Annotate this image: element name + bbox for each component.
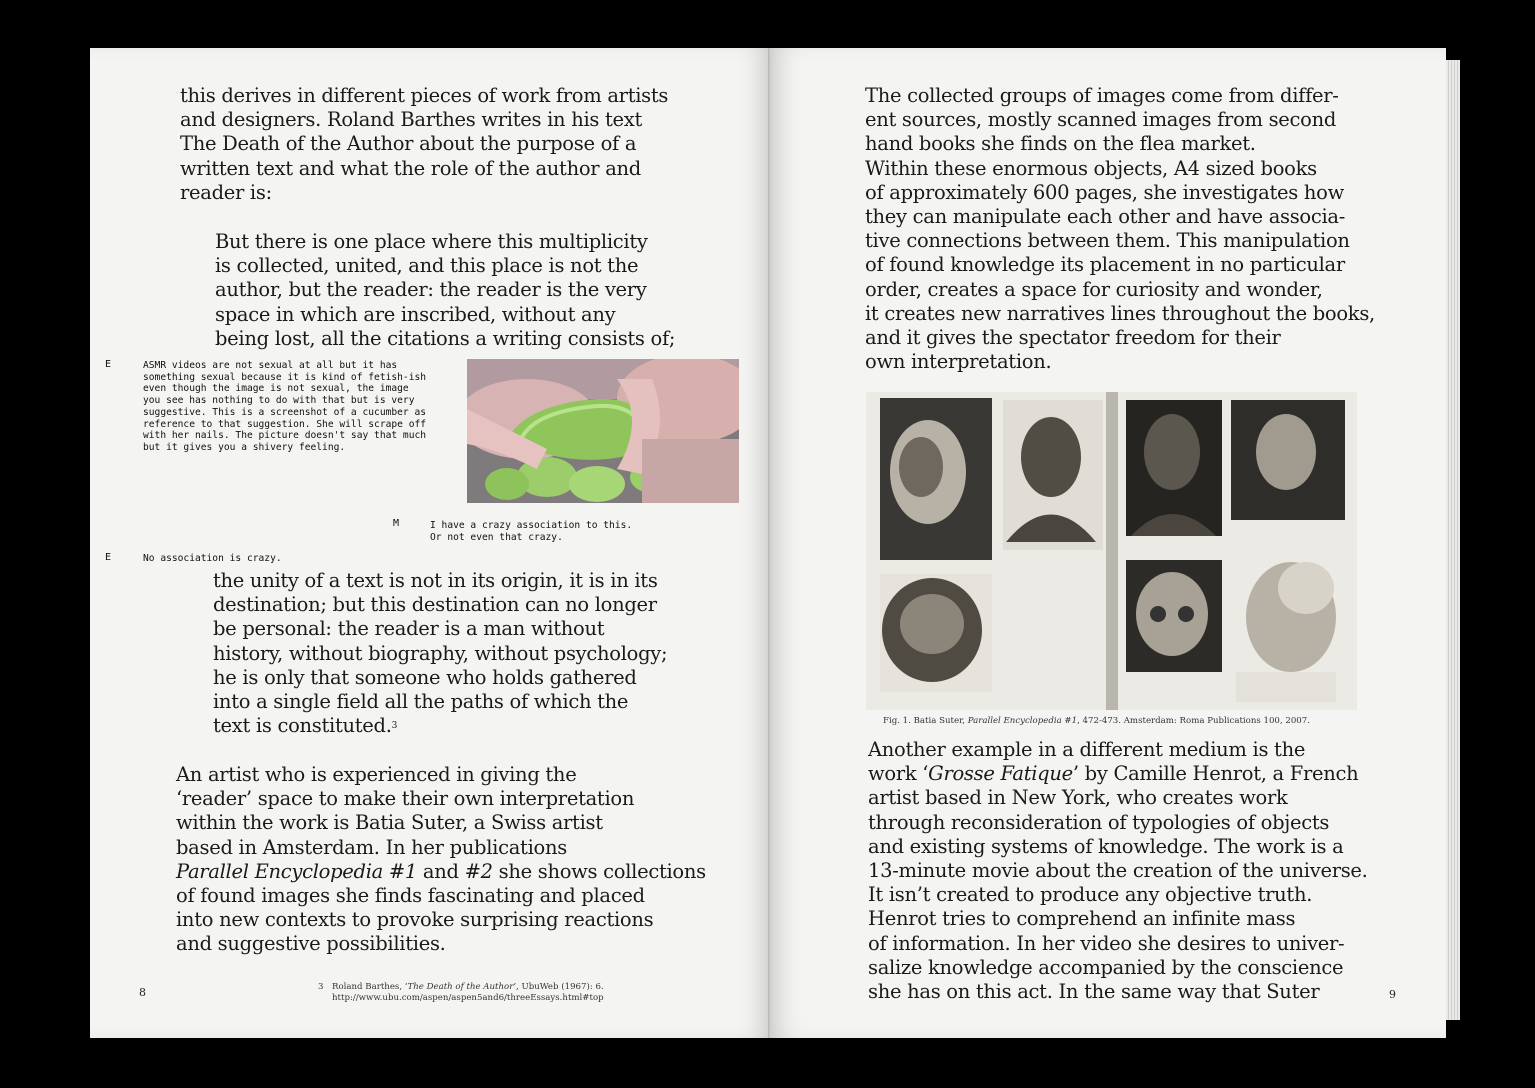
text-line: and suggestive possibilities. [176,932,446,956]
block-quote-2 [213,569,667,738]
text-line: of found images she finds fascinating and placed [176,884,645,908]
caption-text: Fig. 1. Batia Suter, [883,716,968,726]
text-line: into new contexts to provoke surprising reactions [176,908,654,932]
text-span: work ‘ [868,762,929,786]
footnote-url[interactable]: http://www.ubu.com/aspen/aspen5and6/threeEssays.html#top [332,992,604,1003]
right-paragraph-1 [865,84,1375,374]
text-line: the unity of a text is not in its origin, it is in its [213,569,658,592]
cucumber-photo [467,359,739,503]
text-line: he is only that someone who holds gathered [213,665,637,689]
right-paragraph-2 [868,738,1368,1004]
book-title: Parallel Encyclopedia #1 [176,859,418,883]
text-line [213,714,667,738]
text-line: salize knowledge accompanied by the conscience [868,955,1344,979]
text-line: space in which are inscribed, without any [215,302,616,326]
text-line: reader is: [180,180,272,204]
text-line: be personal: the reader is a man without [213,617,605,641]
text-line: being lost, all the citations a writing consists of; [215,326,676,350]
left-paragraph-1 [180,84,668,205]
text-line: written text and what the role of the author and [180,156,641,180]
annotation-tag-e: E [105,552,112,563]
text-line [868,762,1368,786]
page-number-right: 9 [1389,988,1396,1001]
text-line: of found knowledge its placement in no particular [865,253,1345,277]
footnote-number: 3 [318,982,324,992]
text-line: hand books she finds on the flea market. [865,132,1256,156]
text-line: An artist who is experienced in giving the [176,763,577,786]
text-line: own interpretation. [865,350,1052,374]
text-line: The Death of the Author about the purpose of a [180,132,637,156]
text-line: ent sources, mostly scanned images from second [865,108,1337,132]
text-line: within the work is Batia Suter, a Swiss artist [176,811,603,835]
text-line: 13-minute movie about the creation of the universe. [868,859,1368,883]
text-line: this derives in different pieces of work from artists [180,84,669,107]
text-line: through reconsideration of typologies of objects [868,810,1330,834]
figure-image [866,392,1357,710]
annotation-tag-m: M [393,518,400,529]
text-line: Henrot tries to comprehend an infinite mass [868,907,1296,931]
text-line: tive connections between them. This manipulation [865,229,1350,253]
block-quote-1 [215,230,675,351]
text-line: history, without biography, without psychology; [213,641,668,665]
text-line: Another example in a different medium is the [868,738,1306,761]
text-line [176,860,706,884]
text-span: and [417,859,465,883]
book-title: #2 [464,859,493,883]
page-number-left: 8 [139,986,146,999]
page-edges [1446,60,1460,1020]
footnote-text: ’, UbuWeb (1967): 6. [513,982,604,992]
text-line: order, creates a space for curiosity and wonder, [865,277,1323,301]
text-line: author, but the reader: the reader is the very [215,278,647,302]
text-line: Within these enormous objects, A4 sized books [865,156,1317,180]
footnote-marker[interactable]: 3 [391,721,398,732]
text-span: she shows collections [492,859,706,883]
text-line: into a single field all the paths of which the [213,690,629,714]
text-line: artist based in New York, who creates work [868,786,1288,810]
caption-text: , 472-473. Amsterdam: Roma Publications 100, 2007. [1077,716,1310,726]
text-line: destination; but this destination can no longer [213,593,657,617]
text-line: It isn’t created to produce any objective truth. [868,883,1313,907]
text-line: and it gives the spectator freedom for their [865,326,1281,350]
text-line: based in Amsterdam. In her publications [176,835,567,859]
caption-title: Parallel Encyclopedia #1 [967,716,1078,726]
text-line: But there is one place where this multiplicity [215,230,648,253]
annotation-note-e2: No association is crazy. [143,553,282,564]
text-line: of information. In her video she desires to univer- [868,931,1345,955]
figure-caption [883,716,1310,726]
text-line: it creates new narratives lines throughout the books, [865,301,1375,325]
text-span: text is constituted. [213,714,392,738]
text-line: of approximately 600 pages, she investigates how [865,180,1344,204]
annotation-note-m: I have a crazy association to this. Or not even that crazy. [430,520,633,543]
text-line: she has on this act. In the same way that Suter [868,980,1320,1004]
cucumber-image [467,359,739,503]
text-line: The collected groups of images come from differ- [865,84,1339,107]
footnote [318,982,604,1003]
work-title: Grosse Fatique [928,762,1073,786]
annotation-tag-e: E [105,359,112,370]
sculpture-heads-image [866,392,1357,710]
footnote-text: Roland Barthes, ‘ [332,982,408,992]
text-span: ’ by Camille Henrot, a French [1072,762,1359,786]
text-line: is collected, united, and this place is not the [215,254,639,278]
annotation-note-e1: ASMR videos are not sexual at all but it has something sexual because it is kind of fetish-ish even though the image is not sexual, the image you see has nothing to do with that but is very suggestive. This is a screenshot of a cucumber as reference to that suggestion. She will scrape off with her nails. The picture doesn't say that much but it gives you a shivery feeling. [143,360,427,453]
footnote-title: The Death of the Author [407,982,514,992]
text-line: ‘reader’ space to make their own interpretation [176,787,635,811]
text-line: and designers. Roland Barthes writes in his text [180,108,643,132]
text-line: and existing systems of knowledge. The work is a [868,834,1344,858]
text-line: they can manipulate each other and have associa- [865,205,1346,229]
left-paragraph-2 [176,763,706,957]
